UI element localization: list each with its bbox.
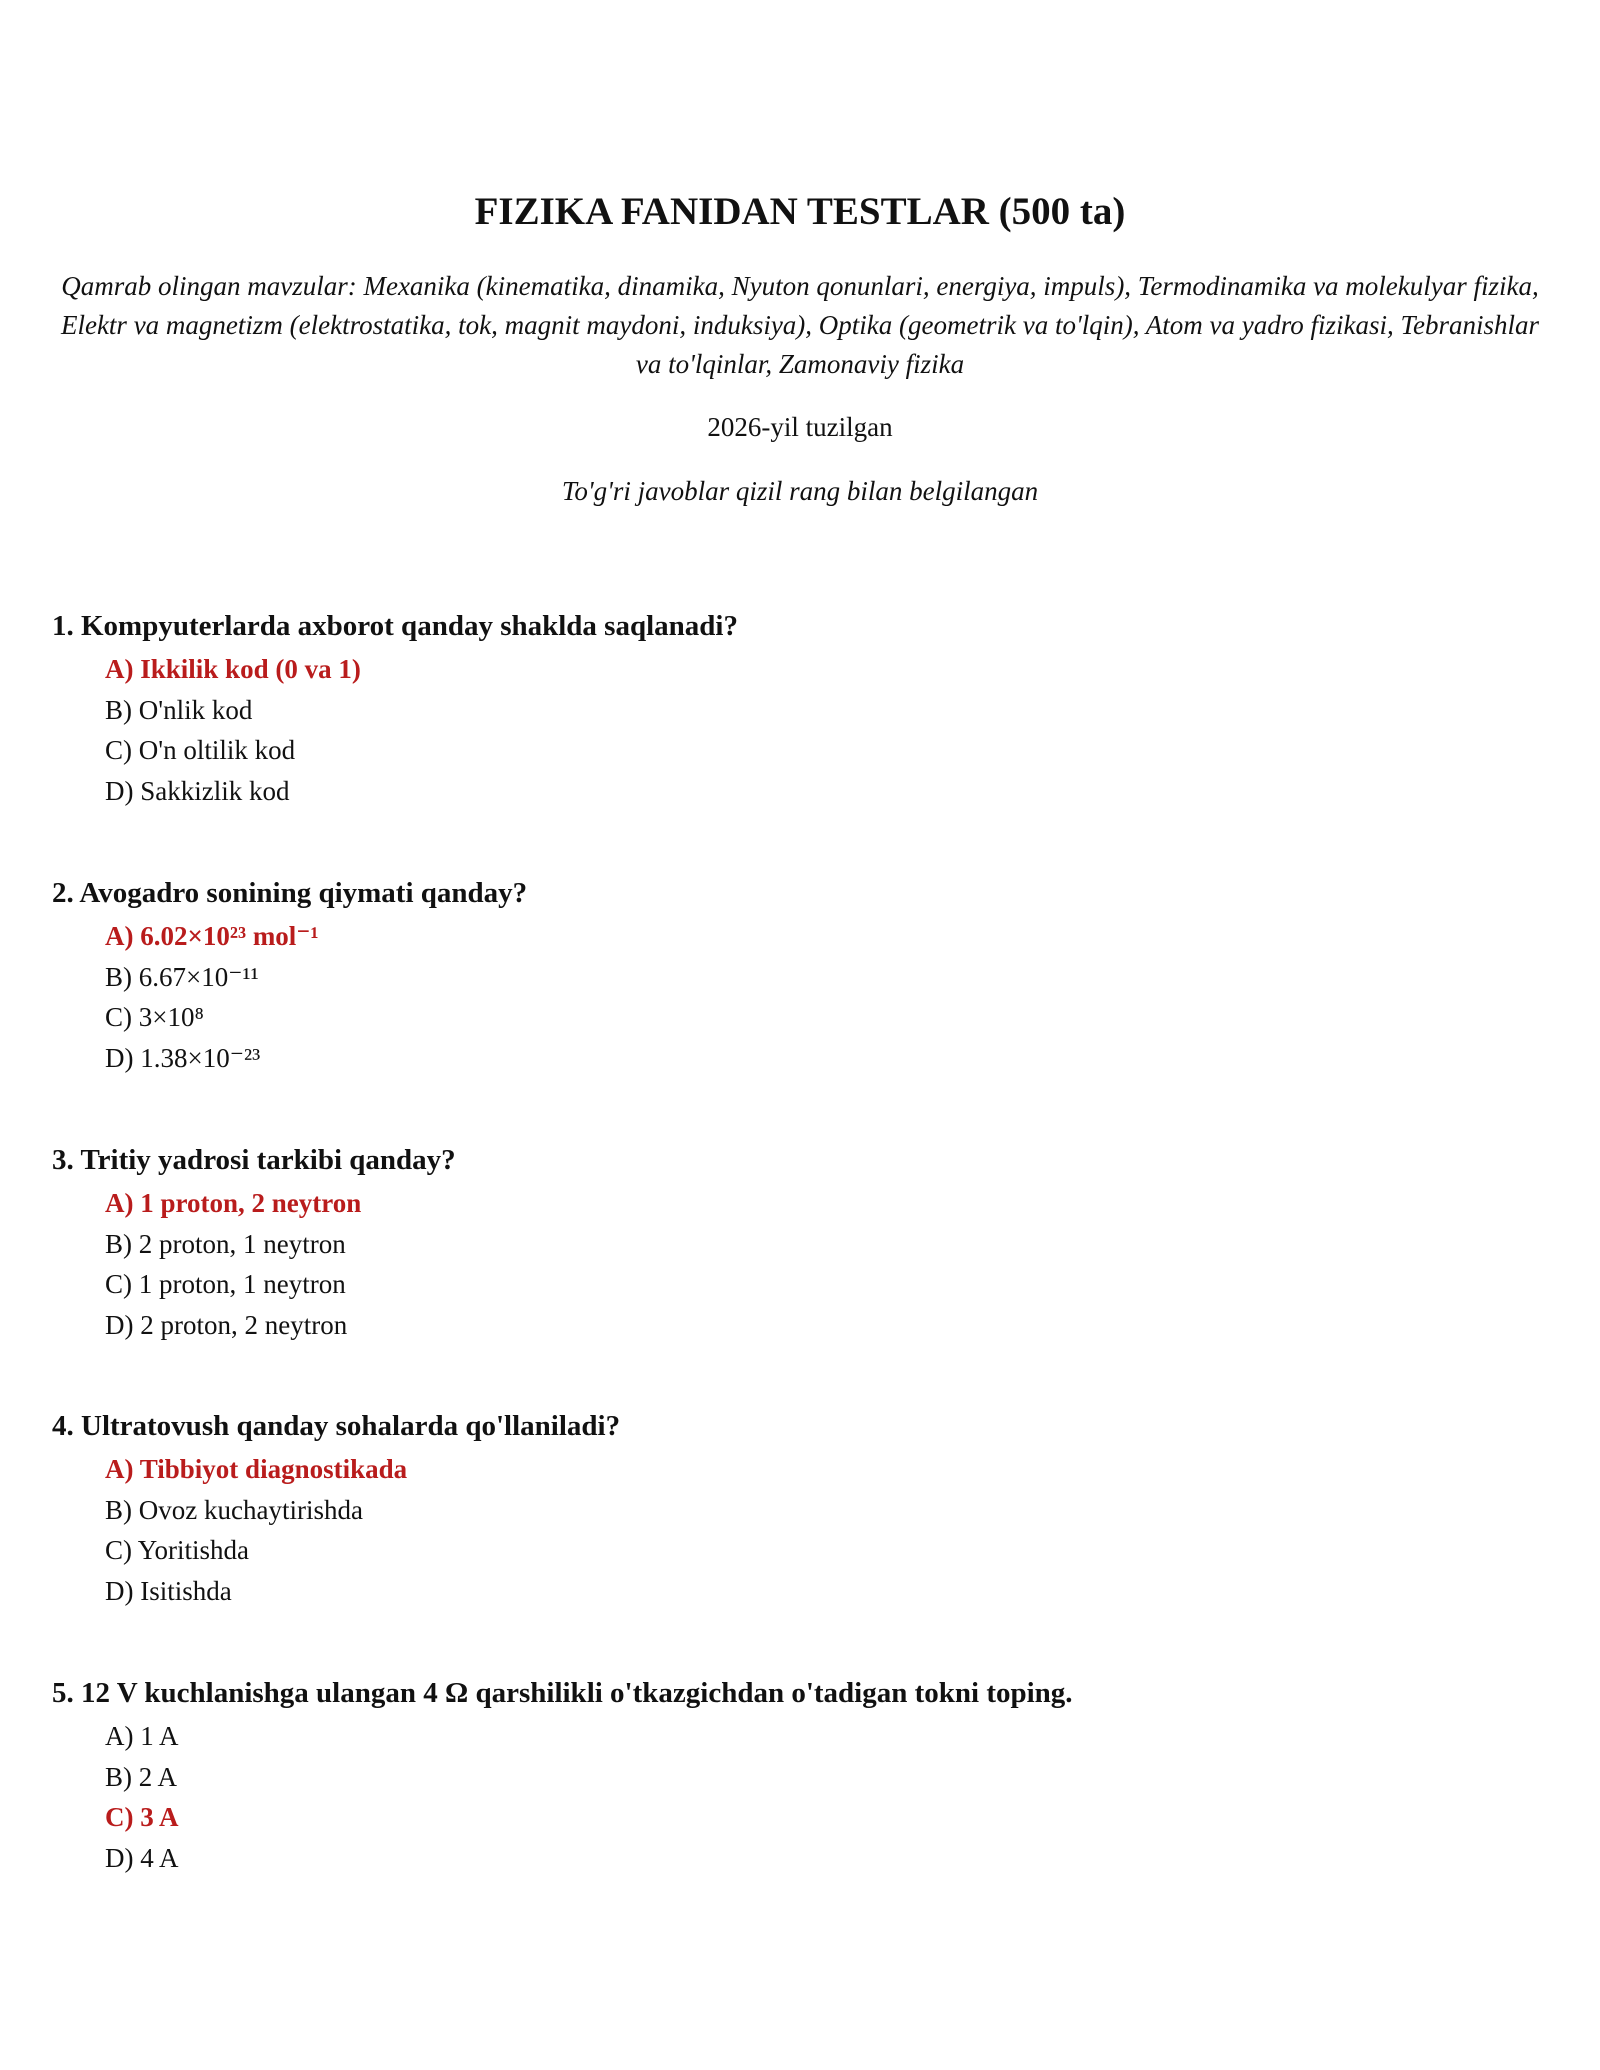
option-d: D) 4 A <box>105 1842 179 1873</box>
option-a: A) Ikkilik kod (0 va 1) <box>105 654 361 684</box>
question-text: 4. Ultratovush qanday sohalarda qo'llaniladi? <box>52 1410 621 1442</box>
question-3 <box>52 1139 1552 1345</box>
answer-options <box>52 1716 1552 1878</box>
question-text: 1. Kompyuterlarda axborot qanday shaklda saqlanadi? <box>52 610 738 642</box>
option-b: B) O'nlik kod <box>105 694 253 725</box>
option-d: D) 1.38×10⁻²³ <box>105 1042 261 1073</box>
option-a: A) 1 proton, 2 neytron <box>105 1188 362 1218</box>
option-a: A) 1 A <box>105 1721 179 1751</box>
option-d: D) Isitishda <box>105 1575 232 1606</box>
option-a: A) Tibbiyot diagnostikada <box>105 1454 408 1484</box>
option-c: C) 3 A <box>105 1802 179 1832</box>
option-c: C) O'n oltilik kod <box>105 735 296 765</box>
option-b: B) 6.67×10⁻¹¹ <box>105 961 259 992</box>
option-b: B) Ovoz kuchaytirishda <box>105 1494 363 1525</box>
document-topics: Qamrab olingan mavzular: Mexanika (kinematika, dinamika, Nyuton qonunlari, energiya, impuls), Termodinamika va molekulyar fizika, Elektr va magnetizm (elektrostatika, tok, magnit maydoni, induksiya), Optika (geometrik va to'lqin), Atom va yadro fizikasi, Tebranishlar va to'lqinlar, Zamonaviy fizika <box>60 271 1540 379</box>
option-b: B) 2 proton, 1 neytron <box>105 1228 346 1259</box>
option-d: D) 2 proton, 2 neytron <box>105 1309 348 1340</box>
option-c: C) 1 proton, 1 neytron <box>105 1269 346 1299</box>
question-2 <box>52 872 1552 1078</box>
answer-options <box>52 1449 1552 1611</box>
document-title: FIZIKA FANIDAN TESTLAR (500 ta) <box>474 190 1126 233</box>
answer-options <box>52 916 1552 1078</box>
document-year: 2026-yil tuzilgan <box>707 412 893 442</box>
option-d: D) Sakkizlik kod <box>105 775 290 806</box>
option-b: B) 2 A <box>105 1761 178 1792</box>
question-text: 2. Avogadro sonining qiymati qanday? <box>52 877 528 909</box>
option-c: C) Yoritishda <box>105 1535 250 1565</box>
question-1 <box>52 605 1552 811</box>
question-text: 3. Tritiy yadrosi tarkibi qanday? <box>52 1144 456 1176</box>
question-5 <box>52 1672 1552 1878</box>
question-text: 5. 12 V kuchlanishga ulangan 4 Ω qarshilikli o'tkazgichdan o'tadigan tokni toping. <box>52 1677 1073 1709</box>
question-4 <box>52 1405 1552 1611</box>
option-c: C) 3×10⁸ <box>105 1002 204 1032</box>
answer-options <box>52 1183 1552 1345</box>
answer-options <box>52 649 1552 811</box>
answer-key-note: To'g'ri javoblar qizil rang bilan belgilangan <box>561 476 1039 506</box>
option-a: A) 6.02×10²³ mol⁻¹ <box>105 921 319 951</box>
